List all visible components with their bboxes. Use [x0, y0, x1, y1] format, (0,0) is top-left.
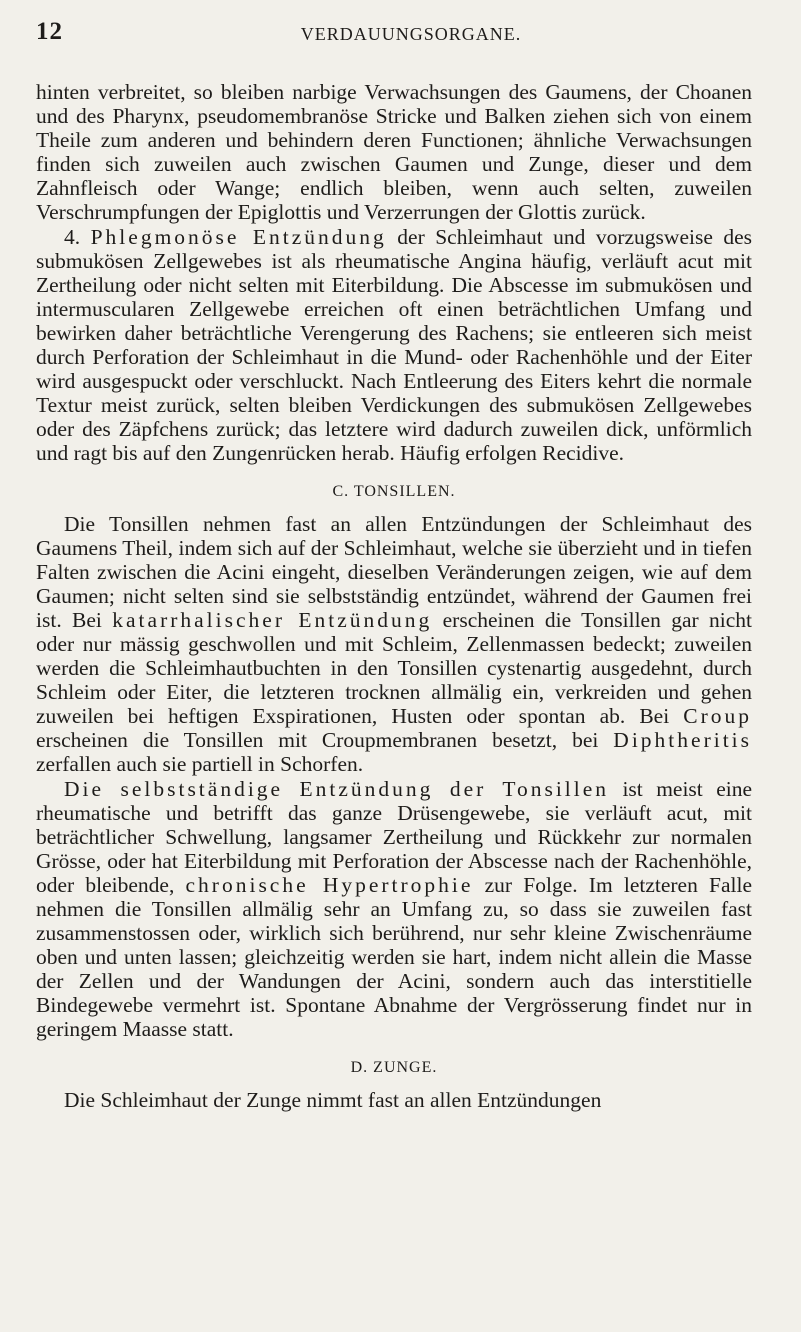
section-heading-zunge: D. ZUNGE. — [350, 1058, 438, 1076]
term-phlegmonous-inflammation: Phlegmonöse Entzündung — [90, 224, 387, 249]
term-chronic-hypertrophy: chronische Hypertrophie — [185, 872, 474, 897]
body-text — [36, 80, 752, 1112]
page-number: 12 — [36, 18, 63, 45]
page-header — [36, 18, 756, 48]
paragraph-text: erscheinen die Tonsillen mit Croupmembranen besetzt, bei — [36, 728, 599, 753]
term-croup: Croup — [683, 704, 753, 729]
paragraph-text: ist meist eine rheumatische und betrifft das ganze Drüsengewebe, sie verläuft acut, mit beträchtlicher Schwellung, langsamer Zertheilung und Rückkehr zur normalen Grösse, oder hat Eiterbildung mit Perforation der Abscesse nach der Rachenhöhle, oder bleibende, — [36, 776, 752, 897]
term-catarrhal-inflammation: katarrhalischer Entzündung — [112, 607, 433, 632]
paragraph-tonsillen-1 — [36, 512, 752, 777]
paragraph-text: zerfallen auch sie partiell in Schorfen. — [36, 752, 364, 777]
paragraph-zunge-1: Die Schleimhaut der Zunge nimmt fast an allen Entzündungen — [64, 1087, 602, 1112]
term-diphtheritis: Diphtheritis — [613, 728, 753, 753]
term-independent-tonsil-inflammation: Die selbstständige Entzündung der Tonsillen — [64, 776, 610, 801]
paragraph-text: Die Tonsillen nehmen fast an allen Entzündungen der Schleimhaut des Gaumens Theil, indem sich auf der Schleimhaut, welche sie überzieht und in tiefen Falten zwischen die Acini eingeht, dieselben Veränderungen zeigen, wie auf dem Gaumen; nicht selten sind sie selbstständig entzündet, während der Gaumen frei ist. Bei — [36, 511, 752, 632]
section-heading-tonsillen: C. TONSILLEN. — [332, 482, 456, 500]
paragraph-text: der Schleimhaut und vorzugsweise des submukösen Zellgewebes ist als rheumatische Angina häufig, verläuft acut mit Zertheilung oder nicht selten mit Eiterbildung. Die Abscesse im submukösen und intermuscularen Zellgewebe erreichen oft einen beträchtlichen Umfang und bewirken daher beträchtliche Verengerung des Rachens; sie entleeren sich meist durch Perforation der Schleimhaut in die Mund- oder Rachenhöhle und der Eiter wird ausgespuckt oder verschluckt. Nach Entleerung des Eiters kehrt die normale Textur meist zurück, selten bleiben Verdickungen des submukösen Zellgewebes oder des Zäpfchens zurück; das letztere wird dadurch zuweilen dick, unförmlich und ragt bis auf den Zungenrücken herab. Häufig erfolgen Recidive. — [36, 224, 752, 466]
paragraph-continuation: hinten verbreitet, so bleiben narbige Verwachsungen des Gaumens, der Choanen und des Pharynx, pseudomembranöse Stricke und Balken ziehen sich von einem Theile zum anderen und behindern deren Functionen; ähnliche Verwachsungen finden sich zuweilen auch zwischen Gaumen und Zunge, dieser und dem Zahnfleisch oder Wange; endlich bleiben, wenn auch selten, zuweilen Verschrumpfungen der Epiglottis und Verzerrungen der Glottis zurück. — [36, 80, 752, 225]
running-title: VERDAUUNGSORGANE. — [300, 24, 522, 44]
paragraph-text: erscheinen die Tonsillen gar nicht oder nur mässig geschwollen und mit Schleim, Zellenmassen bedeckt; zuweilen werden die Schleimhautbuchten in den Tonsillen cystenartig ausgedehnt, durch Schleim oder Eiter, die letzteren trocknen allmälig ein, verkreiden und gehen zuweilen bei heftigen Exspirationen, Husten oder spontan ab. Bei — [36, 607, 753, 729]
paragraph-phlegmonous — [36, 225, 752, 466]
list-number: 4. — [64, 224, 81, 249]
paragraph-text: zur Folge. Im letzteren Falle nehmen die Tonsillen allmälig sehr an Umfang zu, so dass sie zuweilen fast zusammenstossen oder, wirklich sich berührend, nur sehr kleine Zwischenräume oben und unten lassen; gleichzeitig werden sie hart, indem nicht allein die Masse der Zellen und der Wandungen der Acini, sondern auch das interstitielle Bindegewebe vermehrt ist. Spontane Abnahme der Vergrösserung findet nur in geringem Maasse statt. — [36, 872, 753, 1042]
paragraph-tonsillen-2 — [36, 777, 752, 1042]
